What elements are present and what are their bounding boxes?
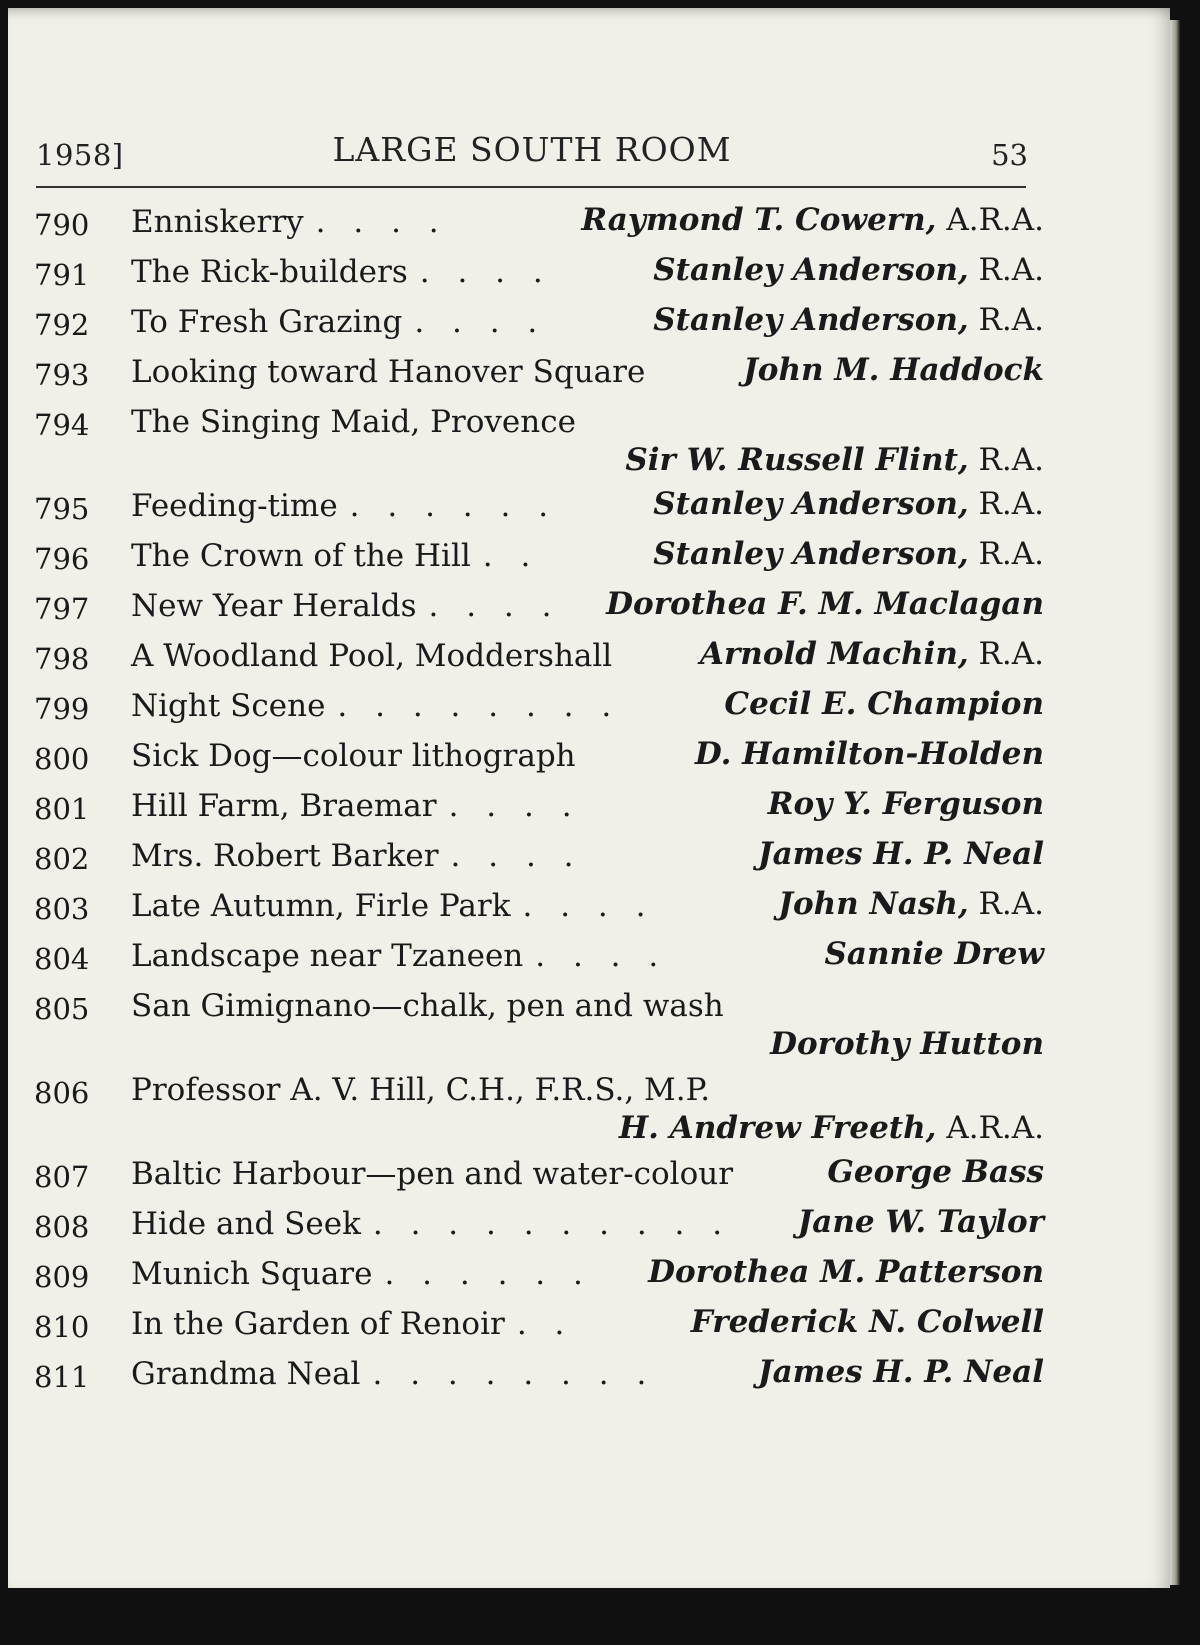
- entry-artist: [743, 352, 1044, 388]
- entry-artist: [758, 1354, 1044, 1390]
- catalogue-entry: [34, 834, 1044, 884]
- catalogue-entry: [34, 934, 1044, 984]
- entry-artist: [700, 636, 1044, 672]
- catalogue-entry: [34, 200, 1044, 250]
- header-year: 1958]: [36, 138, 124, 172]
- entry-title-text: To Fresh Grazing: [131, 304, 403, 340]
- catalogue-entry: [34, 734, 1044, 784]
- entry-number: 791: [34, 258, 90, 292]
- catalogue-entry: [34, 984, 1044, 1068]
- leader-dots: . . . .: [450, 838, 583, 874]
- entry-title-text: New Year Heralds: [131, 588, 417, 624]
- leader-dots: . . . .: [414, 304, 547, 340]
- leader-dots: . . . .: [315, 204, 448, 240]
- leader-dots: . . . .: [428, 588, 561, 624]
- entry-title-text: Professor A. V. Hill, C.H., F.R.S., M.P.: [131, 1072, 711, 1108]
- catalogue-entry: [34, 1152, 1044, 1202]
- entry-title: [131, 254, 552, 290]
- leader-dots: . . . . . .: [349, 488, 558, 524]
- entry-artist: [653, 536, 1044, 572]
- entry-number: 793: [34, 358, 90, 392]
- entry-title: [131, 538, 539, 574]
- artist-name: Arnold Machin,: [699, 636, 969, 672]
- artist-name: Stanley Anderson,: [653, 486, 969, 522]
- entry-title-text: Late Autumn, Firle Park: [131, 888, 511, 924]
- catalogue-entry: [34, 1068, 1044, 1152]
- entry-title-text: Feeding-time: [131, 488, 338, 524]
- entry-number: 810: [34, 1310, 90, 1344]
- artist-name: Stanley Anderson,: [653, 302, 969, 338]
- entry-number: 794: [34, 408, 90, 442]
- entry-number: 798: [34, 642, 90, 676]
- entry-title-text: Enniskerry: [131, 204, 304, 240]
- entry-number: 804: [34, 942, 90, 976]
- artist-honours: R.A.: [968, 302, 1044, 338]
- entry-artist: [619, 1110, 1044, 1146]
- entry-title: [131, 938, 667, 974]
- artist-name: Dorothea F. M. Maclagan: [606, 586, 1044, 622]
- artist-honours: R.A.: [968, 886, 1044, 922]
- artist-name: H. Andrew Freeth,: [618, 1110, 937, 1146]
- entry-artist: [758, 836, 1044, 872]
- entry-number: 802: [34, 842, 90, 876]
- leader-dots: . . . .: [448, 788, 581, 824]
- entry-title-text: Baltic Harbour—pen and water-colour: [131, 1156, 734, 1192]
- artist-honours: R.A.: [968, 636, 1044, 672]
- entry-title: [131, 988, 724, 1024]
- catalogue-entry: [34, 400, 1044, 484]
- entry-number: 796: [34, 542, 90, 576]
- entry-title: [131, 404, 576, 440]
- catalogue-entry: [34, 350, 1044, 400]
- entry-artist: [581, 202, 1044, 238]
- artist-honours: A.R.A.: [936, 202, 1044, 238]
- header-rule: [36, 186, 1026, 188]
- entry-artist: [768, 786, 1044, 822]
- entry-artist: [695, 736, 1044, 772]
- catalogue-entry: [34, 634, 1044, 684]
- entry-title-text: Landscape near Tzaneen: [131, 938, 524, 974]
- entry-title-text: Mrs. Robert Barker: [131, 838, 439, 874]
- entry-title: [131, 588, 560, 624]
- entry-title-text: Munich Square: [131, 1256, 373, 1292]
- artist-name: Sir W. Russell Flint,: [625, 442, 969, 478]
- catalogue-entry: [34, 534, 1044, 584]
- artist-name: Jane W. Taylor: [797, 1204, 1044, 1240]
- catalogue-entry: [34, 784, 1044, 834]
- entry-artist: [691, 1304, 1044, 1340]
- entry-artist: [648, 1254, 1044, 1290]
- entry-artist: [653, 252, 1044, 288]
- entry-number: 797: [34, 592, 90, 626]
- entry-artist: [825, 936, 1044, 972]
- entry-title: [131, 304, 546, 340]
- entry-title-text: The Crown of the Hill: [131, 538, 471, 574]
- leader-dots: . .: [516, 1306, 574, 1342]
- artist-name: Frederick N. Colwell: [690, 1304, 1044, 1340]
- entry-list: [34, 200, 1044, 1402]
- entry-artist: [653, 302, 1044, 338]
- entry-artist: [625, 442, 1044, 478]
- entry-artist: [778, 886, 1044, 922]
- entry-title: [131, 788, 581, 824]
- entry-title-text: Sick Dog—colour lithograph: [131, 738, 576, 774]
- entry-title-text: A Woodland Pool, Moddershall: [131, 638, 613, 674]
- artist-name: Stanley Anderson,: [653, 252, 969, 288]
- entry-title: [131, 1206, 731, 1242]
- catalogue-entry: [34, 1352, 1044, 1402]
- header-room-title: LARGE SOUTH ROOM: [332, 130, 732, 169]
- catalogue-entry: [34, 584, 1044, 634]
- entry-artist: [770, 1026, 1044, 1062]
- artist-name: Dorothy Hutton: [770, 1026, 1044, 1062]
- artist-honours: R.A.: [968, 442, 1044, 478]
- leader-dots: . . . . . . . . . .: [372, 1206, 732, 1242]
- leader-dots: . . . .: [522, 888, 655, 924]
- entry-number: 790: [34, 208, 90, 242]
- entry-number: 800: [34, 742, 90, 776]
- entry-title-text: The Rick-builders: [131, 254, 408, 290]
- catalogue-entry: [34, 1252, 1044, 1302]
- entry-artist: [606, 586, 1044, 622]
- artist-name: John M. Haddock: [743, 352, 1044, 388]
- entry-title: [131, 838, 583, 874]
- header-page-number: 53: [991, 138, 1028, 172]
- entry-number: 803: [34, 892, 90, 926]
- catalogue-page: [8, 8, 1170, 1588]
- artist-name: George Bass: [827, 1154, 1044, 1190]
- entry-number: 811: [34, 1360, 90, 1394]
- entry-title-text: Hill Farm, Braemar: [131, 788, 437, 824]
- artist-name: D. Hamilton-Holden: [694, 736, 1044, 772]
- page-header: [36, 126, 1028, 186]
- entry-artist: [653, 486, 1044, 522]
- entry-number: 805: [34, 992, 90, 1026]
- leader-dots: . . . .: [535, 938, 668, 974]
- entry-title-text: San Gimignano—chalk, pen and wash: [131, 988, 724, 1024]
- catalogue-entry: [34, 300, 1044, 350]
- entry-title-text: Night Scene: [131, 688, 326, 724]
- entry-title-text: Hide and Seek: [131, 1206, 361, 1242]
- artist-name: Sannie Drew: [824, 936, 1044, 972]
- entry-title: [131, 1356, 655, 1392]
- leader-dots: . . . .: [419, 254, 552, 290]
- entry-title: [131, 1306, 573, 1342]
- artist-name: Cecil E. Champion: [724, 686, 1044, 722]
- leader-dots: . . . . . . . .: [372, 1356, 656, 1392]
- entry-artist: [827, 1154, 1044, 1190]
- entry-number: 809: [34, 1260, 90, 1294]
- entry-title-text: Looking toward Hanover Square: [131, 354, 646, 390]
- leader-dots: . . . . . . . .: [337, 688, 621, 724]
- entry-title-text: In the Garden of Renoir: [131, 1306, 505, 1342]
- entry-number: 792: [34, 308, 90, 342]
- entry-number: 801: [34, 792, 90, 826]
- entry-title: [131, 204, 448, 240]
- artist-name: James H. P. Neal: [757, 1354, 1044, 1390]
- entry-title: [131, 1156, 733, 1192]
- entry-title: [131, 1072, 710, 1108]
- artist-name: Roy Y. Ferguson: [767, 786, 1044, 822]
- page-edge: [1170, 20, 1180, 1585]
- catalogue-entry: [34, 884, 1044, 934]
- artist-name: Raymond T. Cowern,: [581, 202, 937, 238]
- entry-artist: [798, 1204, 1044, 1240]
- artist-honours: R.A.: [968, 252, 1044, 288]
- entry-artist: [724, 686, 1044, 722]
- leader-dots: . . . . . .: [384, 1256, 592, 1292]
- entry-title: [131, 688, 620, 724]
- catalogue-entry: [34, 684, 1044, 734]
- entry-number: 799: [34, 692, 90, 726]
- catalogue-entry: [34, 484, 1044, 534]
- entry-title-text: The Singing Maid, Provence: [131, 404, 576, 440]
- artist-name: Stanley Anderson,: [653, 536, 969, 572]
- artist-name: James H. P. Neal: [757, 836, 1044, 872]
- entry-title: [131, 638, 612, 674]
- artist-honours: R.A.: [968, 486, 1044, 522]
- artist-honours: A.R.A.: [936, 1110, 1044, 1146]
- catalogue-entry: [34, 250, 1044, 300]
- leader-dots: . .: [482, 538, 540, 574]
- entry-title: [131, 488, 557, 524]
- artist-honours: R.A.: [968, 536, 1044, 572]
- entry-title: [131, 888, 654, 924]
- entry-title: [131, 738, 576, 774]
- entry-number: 795: [34, 492, 90, 526]
- entry-number: 806: [34, 1076, 90, 1110]
- entry-title: [131, 1256, 592, 1292]
- artist-name: John Nash,: [778, 886, 969, 922]
- catalogue-entry: [34, 1202, 1044, 1252]
- entry-title-text: Grandma Neal: [131, 1356, 361, 1392]
- artist-name: Dorothea M. Patterson: [648, 1254, 1044, 1290]
- entry-number: 808: [34, 1210, 90, 1244]
- entry-number: 807: [34, 1160, 90, 1194]
- entry-title: [131, 354, 645, 390]
- catalogue-entry: [34, 1302, 1044, 1352]
